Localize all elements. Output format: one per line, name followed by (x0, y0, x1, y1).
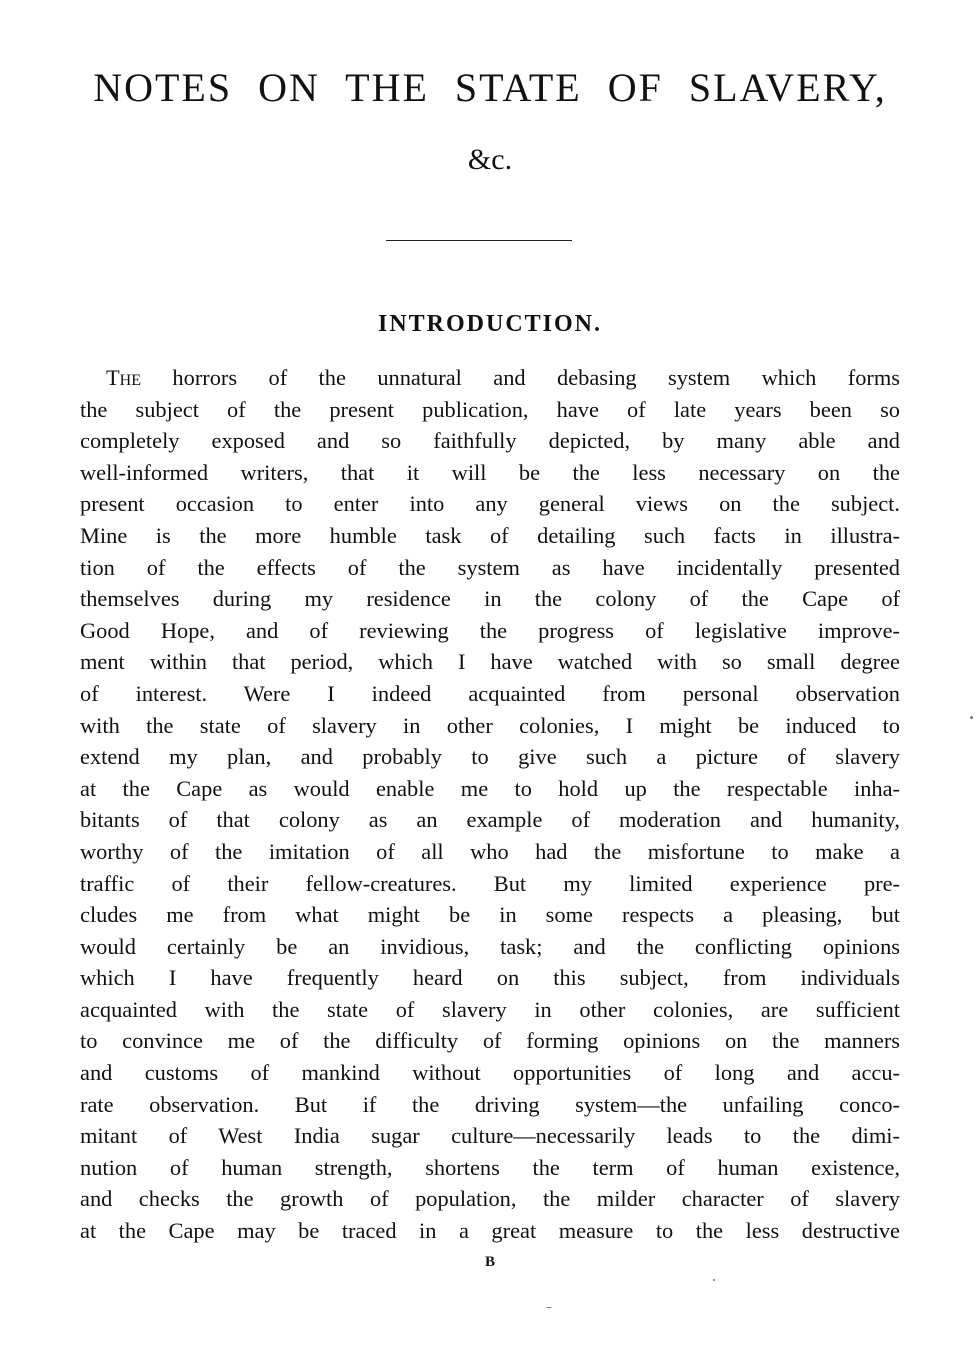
text-line: and checks the growth of population, the milder character of slavery (80, 1186, 900, 1212)
text-line: The horrors of the unnatural and debasing system which forms (106, 365, 900, 390)
print-speck (970, 716, 973, 719)
text-line: themselves during my residence in the colony of the Cape of (80, 586, 900, 612)
page-title: NOTES ON THE STATE OF SLAVERY, (93, 65, 887, 110)
print-speck (546, 1307, 552, 1308)
text-line: cludes me from what might be in some respects a pleasing, but (80, 902, 900, 928)
text-line: would certainly be an invidious, task; and the conflicting opinions (80, 933, 900, 959)
text-line: which I have frequently heard on this subject, from individuals (80, 965, 900, 991)
text-line: worthy of the imitation of all who had the misfortune to make a (80, 838, 900, 864)
text-line: Mine is the more humble task of detailing such facts in illustra- (80, 522, 900, 548)
text-line: the subject of the present publication, have of late years been so (80, 396, 900, 422)
text-line: to convince me of the difficulty of forming opinions on the manners (80, 1028, 900, 1054)
first-word: The (106, 365, 142, 390)
text-line: and customs of mankind without opportunities of long and accu- (80, 1060, 900, 1086)
text-line: with the state of slavery in other colonies, I might be induced to (80, 712, 900, 738)
text-line: acquainted with the state of slavery in other colonies, are sufficient (80, 996, 900, 1022)
text-line: present occasion to enter into any general views on the subject. (80, 491, 900, 517)
signature-mark: B (484, 1254, 495, 1270)
print-speck (713, 1279, 715, 1281)
text-line: completely exposed and so faithfully depicted, by many able and (80, 428, 900, 454)
text-line: nution of human strength, shortens the term of human existence, (80, 1154, 900, 1180)
text-line: well-informed writers, that it will be the less necessary on the (80, 459, 900, 485)
text-line: Good Hope, and of reviewing the progress of legislative improve- (80, 617, 900, 643)
text-line: traffic of their fellow-creatures. But my limited experience pre- (80, 870, 900, 896)
section-heading: INTRODUCTION. (377, 311, 603, 337)
text-line: mitant of West India sugar culture—necessarily leads to the dimi- (80, 1123, 900, 1149)
text-line: at the Cape as would enable me to hold up the respectable inha- (80, 775, 900, 801)
body-text (80, 362, 900, 1247)
text-line: rate observation. But if the driving system—the unfailing conco- (80, 1091, 900, 1117)
title-divider (386, 240, 572, 241)
text-line: tion of the effects of the system as have incidentally presented (80, 554, 900, 580)
text-line: at the Cape may be traced in a great measure to the less destructive (80, 1218, 900, 1244)
text-line: ment within that period, which I have watched with so small degree (80, 649, 900, 675)
page-subtitle: &c. (467, 143, 513, 176)
text-line: of interest. Were I indeed acquainted from personal observation (80, 680, 900, 706)
text-line: bitants of that colony as an example of moderation and humanity, (80, 807, 900, 833)
text-line: extend my plan, and probably to give such a picture of slavery (80, 744, 900, 770)
